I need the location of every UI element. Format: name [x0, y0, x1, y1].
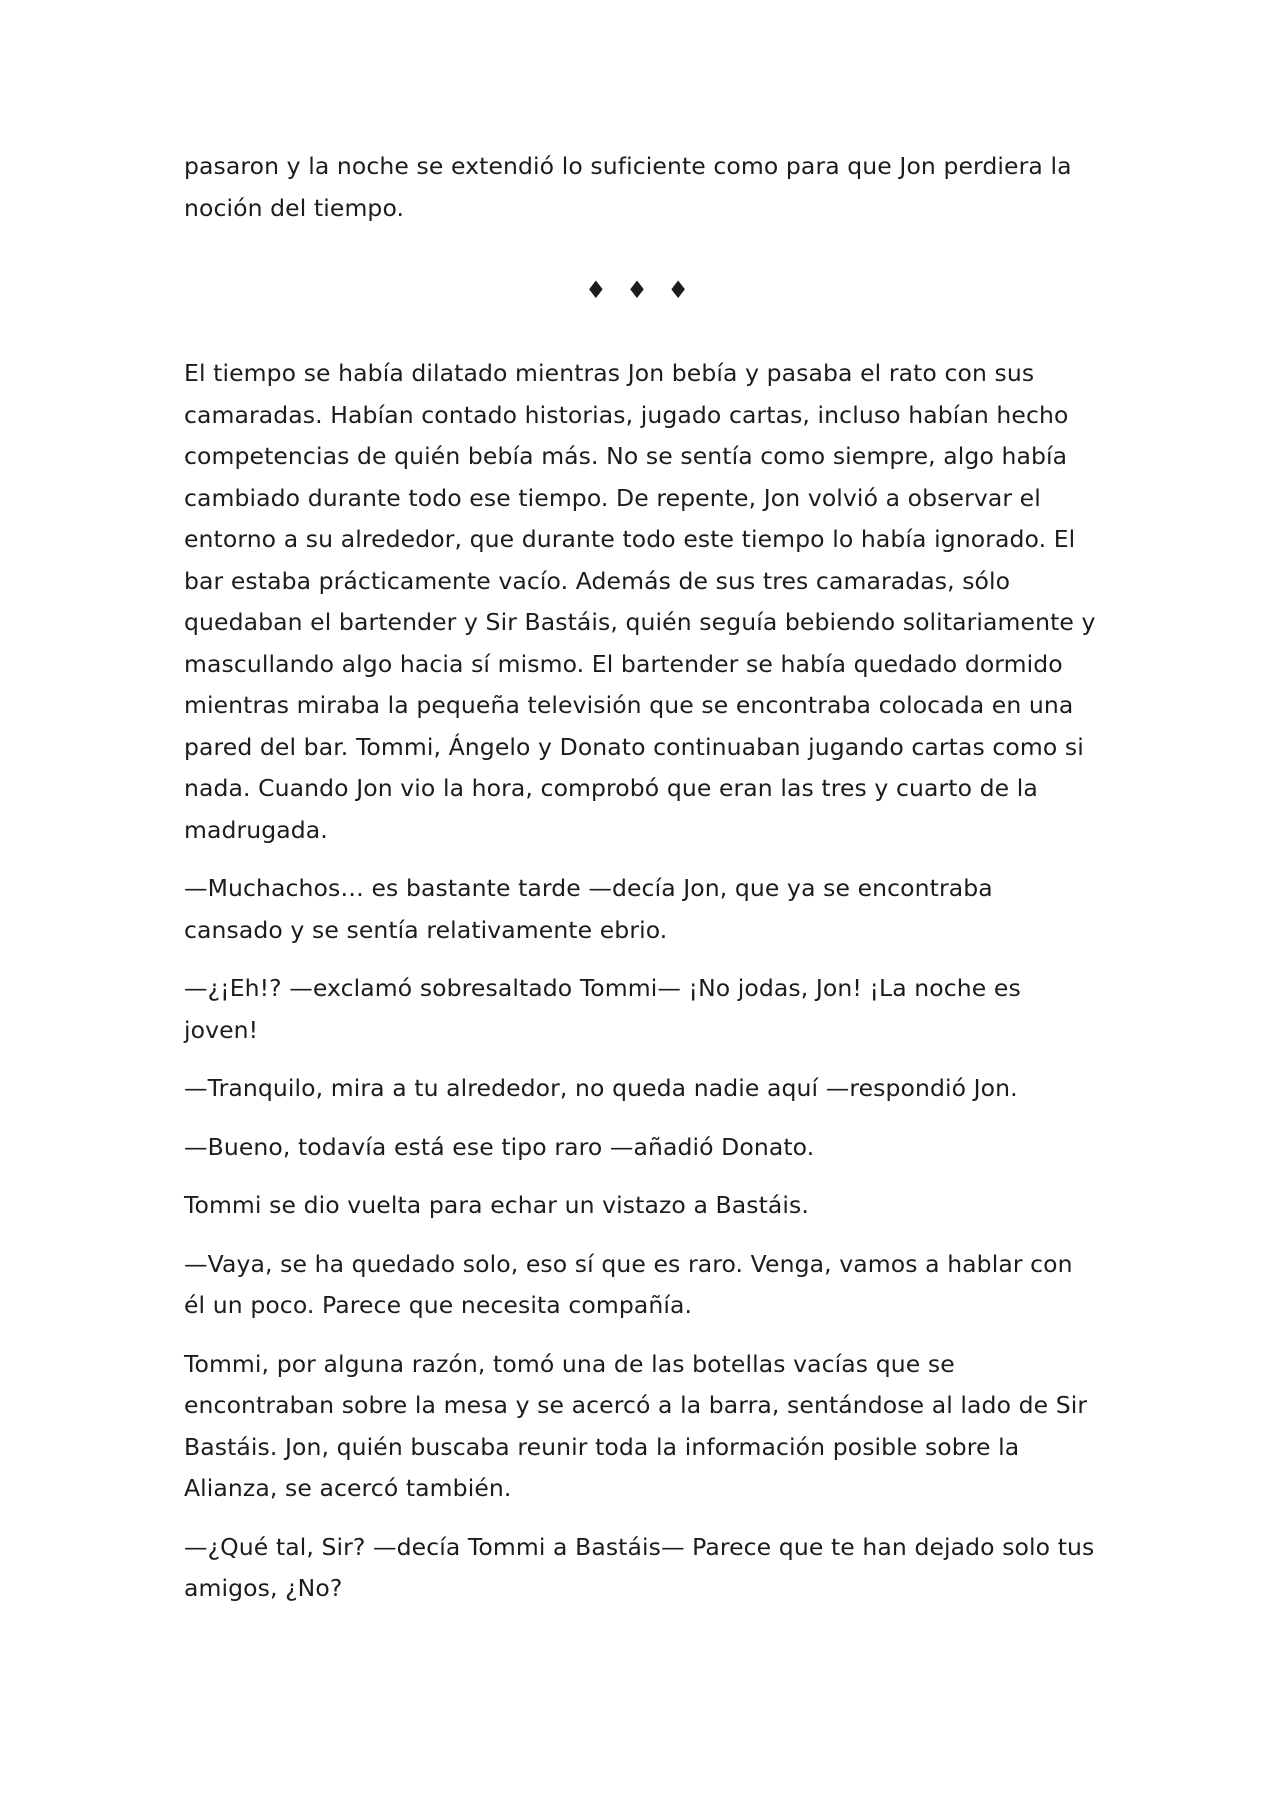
dialogue-paragraph: —¿Qué tal, Sir? —decía Tommi a Bastáis— Parece que te han dejado solo tus amigos, ¿No?: [184, 1532, 1095, 1602]
diamond-ornament-icon: ♦ ♦ ♦: [585, 276, 695, 304]
dialogue-paragraph: —Bueno, todavía está ese tipo raro —añadió Donato.: [184, 1132, 815, 1161]
dialogue-paragraph: —Tranquilo, mira a tu alrededor, no queda nadie aquí —respondió Jon.: [184, 1074, 1018, 1102]
paragraph: Tommi se dio vuelta para echar un vistazo a Bastáis.: [184, 1191, 809, 1219]
document-page: [184, 146, 1096, 1627]
dialogue-paragraph: —Vaya, se ha quedado solo, eso sí que es raro. Venga, vamos a hablar con él un poco. Parece que necesita compañía.: [184, 1249, 1073, 1319]
paragraph: pasaron y la noche se extendió lo suficiente como para que Jon perdiera la noción del tiempo.: [184, 152, 1072, 222]
dialogue-paragraph: —¿¡Eh!? —exclamó sobresaltado Tommi— ¡No jodas, Jon! ¡La noche es joven!: [184, 974, 1021, 1044]
dialogue-paragraph: —Muchachos… es bastante tarde —decía Jon, que ya se encontraba cansado y se sentía relativamente ebrio.: [184, 874, 993, 944]
paragraph: El tiempo se había dilatado mientras Jon bebía y pasaba el rato con sus camaradas. Habían contado historias, jugado cartas, incluso habían hecho competencias de quién bebía más. No se sentía como siempre, algo había cambiado durante todo ese tiempo. De repente, Jon volvió a observar el entorno a su alrededor, que durante todo este tiempo lo había ignorado. El bar estaba prácticamente vacío. Además de sus tres camaradas, sólo quedaban el bartender y Sir Bastáis, quién seguía bebiendo solitariamente y mascullando algo hacia sí mismo. El bartender se había quedado dormido mientras miraba la pequeña televisión que se encontraba colocada en una pared del bar. Tommi, Ángelo y Donato continuaban jugando cartas como si nada. Cuando Jon vio la hora, comprobó que eran las tres y cuarto de la madrugada.: [184, 359, 1096, 844]
paragraph: Tommi, por alguna razón, tomó una de las botellas vacías que se encontraban sobre la mesa y se acercó a la barra, sentándose al lado de Sir Bastáis. Jon, quién buscaba reunir toda la información posible sobre la Alianza, se acercó también.: [184, 1349, 1088, 1502]
section-break-ornament: [184, 275, 1096, 305]
